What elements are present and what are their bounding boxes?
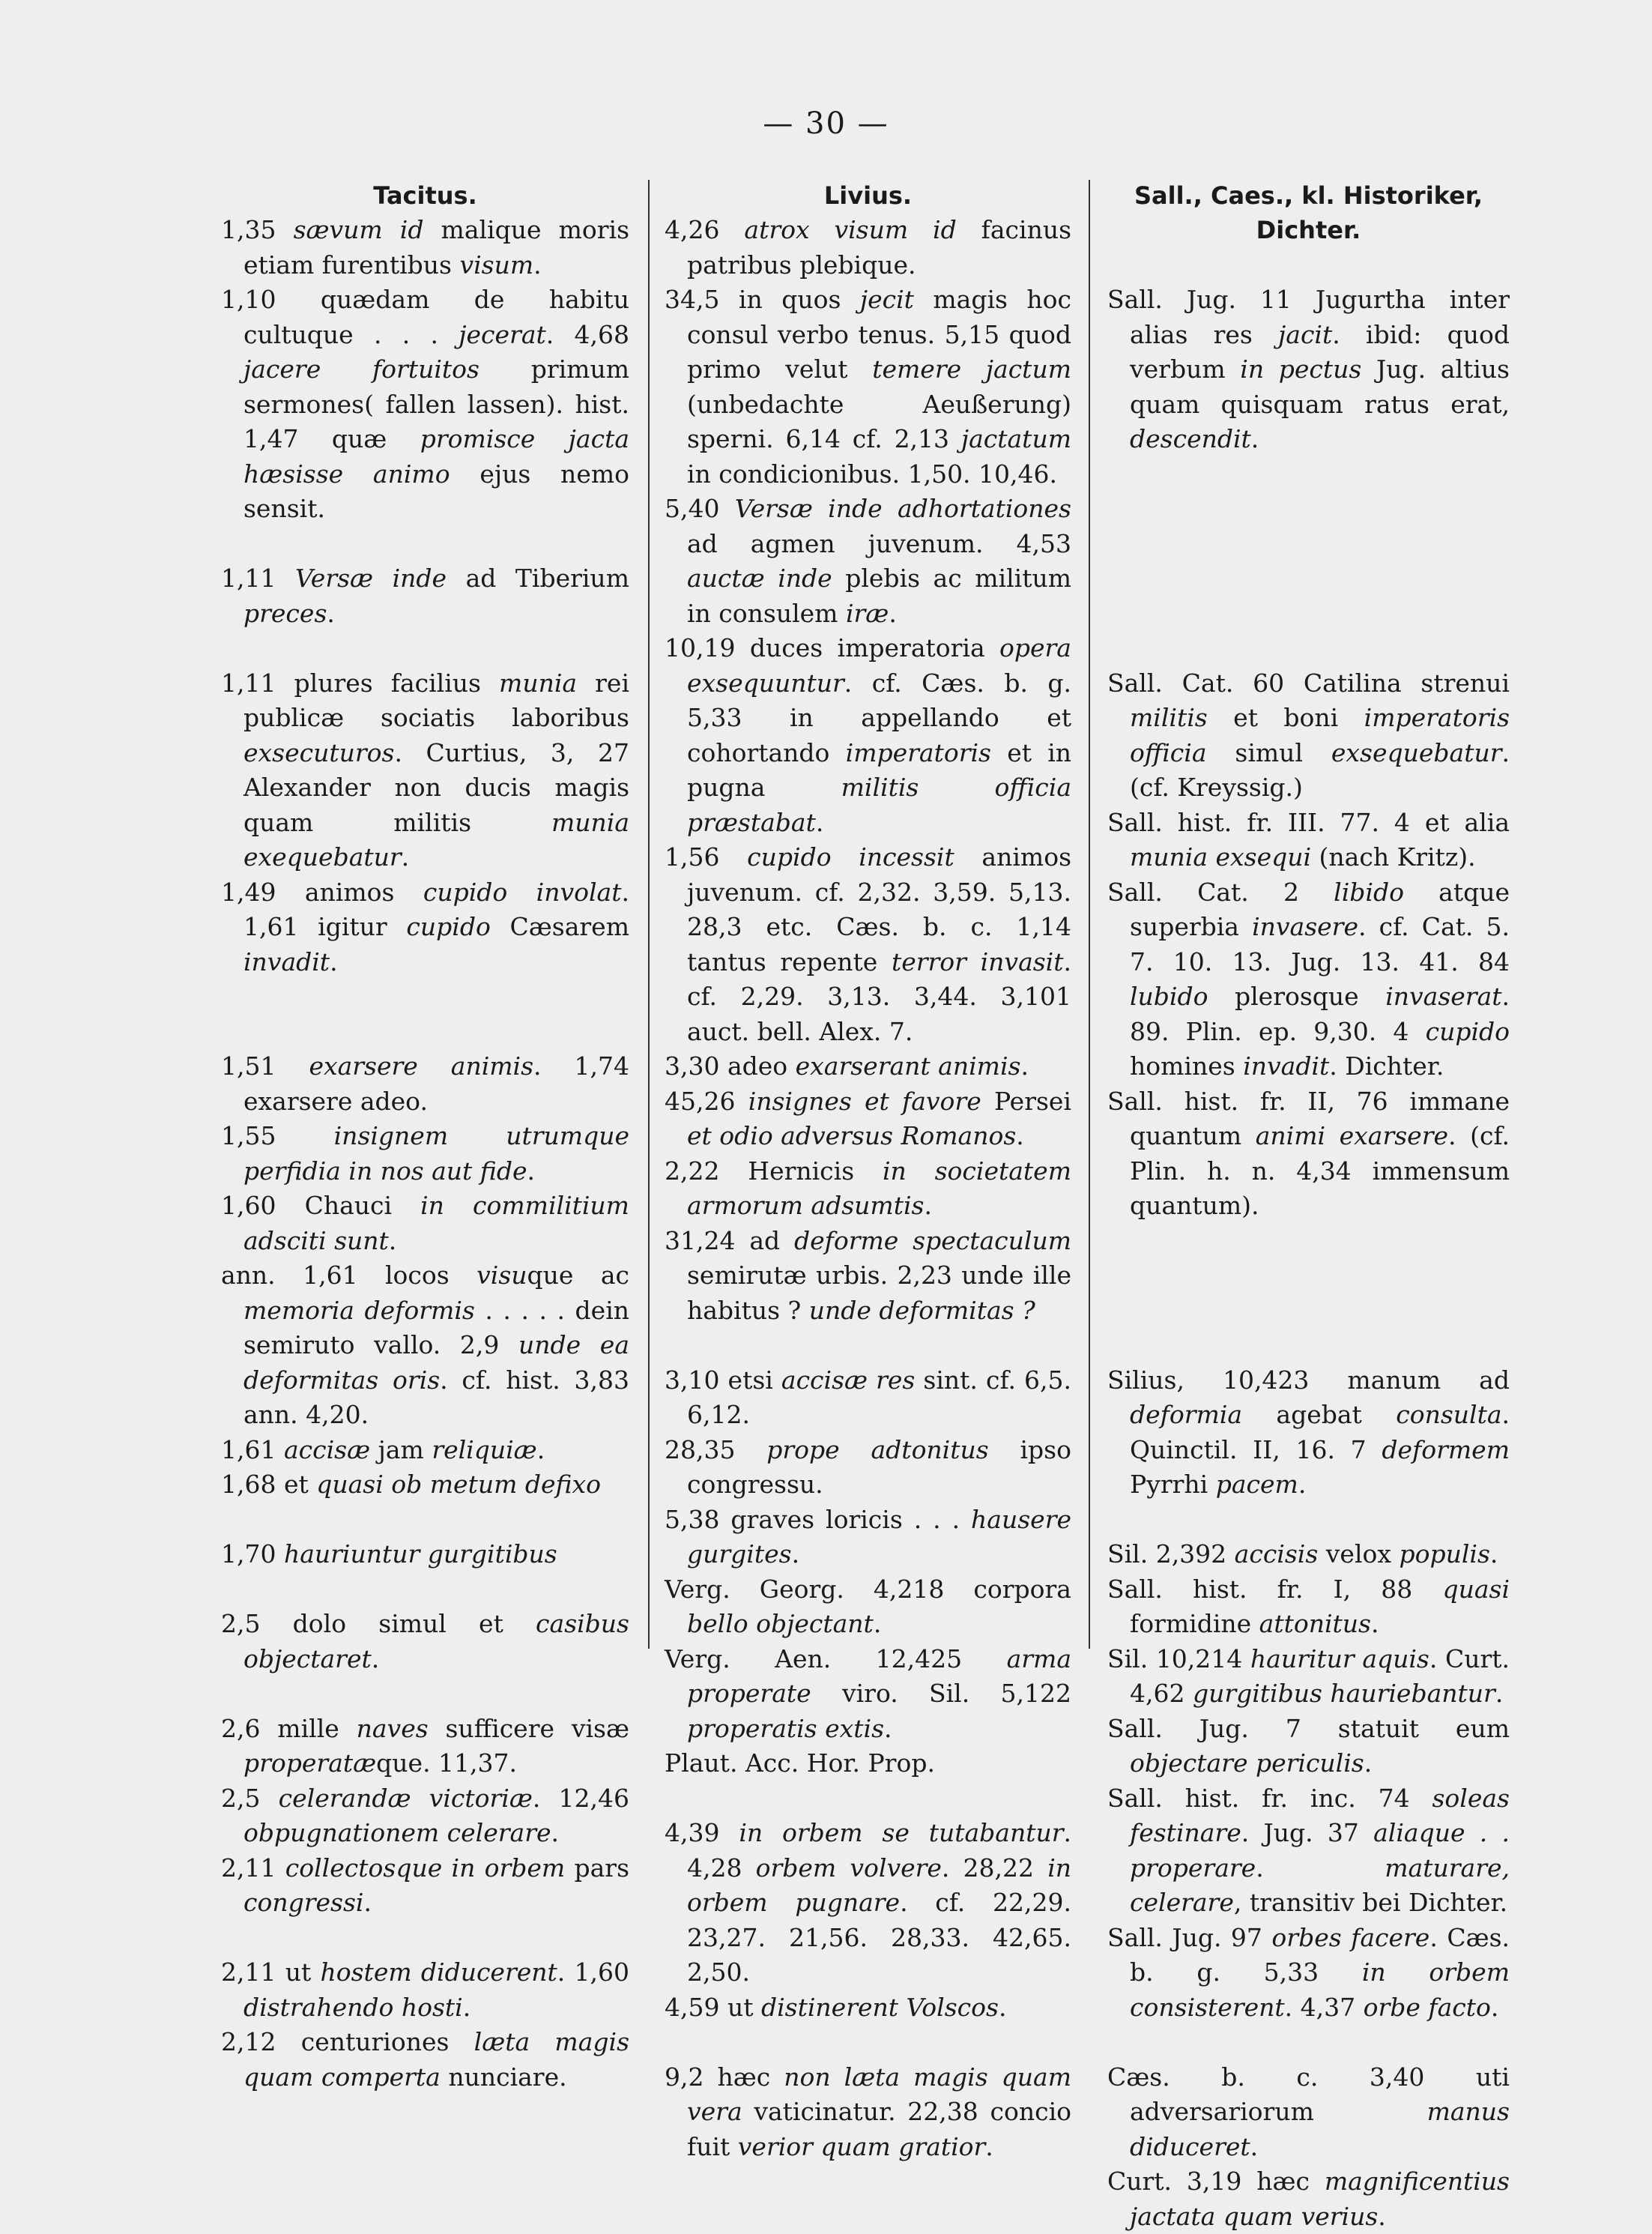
column-tacitus xyxy=(221,178,638,2095)
citation-entry: 1,60 Chauci in commilitium adsciti sunt. xyxy=(221,1191,638,1255)
entry-list xyxy=(665,213,1080,2164)
citation-entry: 5,38 graves loricis . . . hausere gurgites. xyxy=(665,1504,1080,1569)
column-divider xyxy=(648,180,650,1649)
column-livius xyxy=(665,178,1080,2164)
citation-entry: Sall. Jug. 7 statuit eum objectare periculis. xyxy=(1107,1713,1518,1778)
entry-gap xyxy=(1107,1224,1510,1363)
citation-entry: 1,10 quædam de habitu cultuque . . . jecerat. 4,68 jacere fortuitos primum sermones( fallen lassen). hist. 1,47 quæ promisce jacta hæsisse animo ejus nemo sensit. xyxy=(221,285,638,523)
entry-gap xyxy=(1107,457,1510,666)
citation-entry: Sall. hist. fr. III. 77. 4 et alia munia exsequi (nach Kritz). xyxy=(1107,807,1518,872)
column-heading: Livius. xyxy=(823,181,913,210)
citation-entry: 1,68 et quasi ob metum defixo xyxy=(221,1470,602,1499)
citation-entry: 1,49 animos cupido involat. 1,61 igitur cupido Cæsarem invadit. xyxy=(221,877,638,976)
citation-entry: 9,2 hæc non læta magis quam vera vaticinatur. 22,38 concio fuit verior quam gratior. xyxy=(665,2062,1080,2161)
entry-list xyxy=(1107,213,1518,2234)
citation-entry: 1,56 cupido incessit animos juvenum. cf. 2,32. 3,59. 5,13. 28,3 etc. Cæs. b. c. 1,14 tantus repente terror invasit. cf. 2,29. 3,13. 3,44. 3,101 auct. bell. Alex. 7. xyxy=(665,842,1080,1046)
citation-entry: Sall. Jug. 11 Jugurtha inter alias res jacit. ibid: quod verbum in pectus Jug. altius quam quisquam ratus erat, descendit. xyxy=(1107,285,1518,453)
citation-entry: 2,11 collectosque in orbem pars congressi. xyxy=(221,1853,638,1917)
citation-entry: 2,11 ut hostem diducerent. 1,60 distrahendo hosti. xyxy=(221,1957,638,2022)
entry-gap xyxy=(221,631,629,666)
citation-entry: 2,5 celerandæ victoriæ. 12,46 obpugnationem celerare. xyxy=(221,1783,638,1847)
column-heading: Sall., Caes., kl. Historiker, Dichter. xyxy=(1134,181,1483,244)
citation-entry: 34,5 in quos jecit magis hoc consul verbo tenus. 5,15 quod primo velut temere jactum (unbedachte Aeußerung) sperni. 6,14 cf. 2,13 jactatum in condicionibus. 1,50. 10,46. xyxy=(665,285,1080,489)
entry-gap xyxy=(221,527,629,562)
column-heading: Tacitus. xyxy=(373,181,477,210)
citation-entry: Verg. Georg. 4,218 corpora bello objectant. xyxy=(665,1574,1080,1638)
entry-gap xyxy=(221,979,629,1049)
entry-gap xyxy=(221,1676,629,1712)
citation-entry: 10,19 duces imperatoria opera exsequuntur. cf. Cæs. b. g. 5,33 in appellando et cohortando imperatoris et in pugna militis officia præstabat. xyxy=(665,633,1080,837)
citation-entry: 3,30 adeo exarserant animis. xyxy=(665,1051,1029,1081)
citation-entry: ann. 1,61 locos visuque ac memoria deformis . . . . . dein semiruto vallo. 2,9 unde ea deformitas oris. cf. hist. 3,83 ann. 4,20. xyxy=(221,1261,638,1429)
citation-entry: Silius, 10,423 manum ad deformia agebat consulta. Quinctil. II, 16. 7 deformem Pyrrhi pacem. xyxy=(1107,1365,1518,1499)
citation-entry: Sall. hist. fr. inc. 74 soleas festinare. Jug. 37 aliaque . . properare. maturare, celerare, transitiv bei Dichter. xyxy=(1107,1783,1518,1917)
entry-gap xyxy=(665,2025,1071,2060)
citation-entry: 2,6 mille naves sufficere visæ properatæque. 11,37. xyxy=(221,1713,638,1778)
citation-entry: 1,51 exarsere animis. 1,74 exarsere adeo. xyxy=(221,1051,638,1116)
citation-entry: Cæs. b. c. 3,40 uti adversariorum manus diduceret. xyxy=(1107,2062,1518,2161)
column-divider xyxy=(1089,180,1090,1649)
citation-entry: 2,5 dolo simul et casibus objectaret. xyxy=(221,1609,638,1673)
citation-entry: Sil. 2,392 accisis velox populis. xyxy=(1107,1539,1498,1569)
citation-entry: Plaut. Acc. Hor. Prop. xyxy=(665,1748,935,1778)
citation-entry: 1,70 hauriuntur gurgitibus xyxy=(221,1539,557,1569)
citation-entry: Curt. 3,19 hæc magnificentius jactata quam verius. xyxy=(1107,2167,1518,2231)
entry-gap xyxy=(221,1921,629,1956)
citation-entry: Sall. Cat. 60 Catilina strenui militis et boni imperatoris officia simul exsequebatur. (cf. Kreyssig.) xyxy=(1107,668,1518,802)
entry-gap xyxy=(665,1781,1071,1817)
citation-entry: Sall. Cat. 2 libido atque superbia invasere. cf. Cat. 5. 7. 10. 13. Jug. 13. 41. 84 lubido plerosque invaserat. 89. Plin. ep. 9,30. 4 cupido homines invadit. Dichter. xyxy=(1107,877,1518,1081)
citation-entry: 3,10 etsi accisæ res sint. cf. 6,5. 6,12. xyxy=(665,1365,1080,1429)
citation-entry: Sall. hist. fr. II, 76 immane quantum animi exarsere. (cf. Plin. h. n. 4,34 immensum quantum). xyxy=(1107,1086,1518,1220)
citation-entry: 4,26 atrox visum id facinus patribus plebique. xyxy=(665,215,1080,280)
citation-entry: 5,40 Versæ inde adhortationes ad agmen juvenum. 4,53 auctæ inde plebis ac militum in consulem iræ. xyxy=(665,494,1080,628)
citation-entry: 1,61 accisæ jam reliquiæ. xyxy=(221,1434,545,1464)
citation-entry: 1,11 plures facilius munia rei publicæ sociatis laboribus exsecuturos. Curtius, 3, 27 Alexander non ducis magis quam militis munia exequebatur. xyxy=(221,668,638,872)
entry-gap xyxy=(221,1572,629,1607)
page-number: — 30 — xyxy=(763,106,889,141)
citation-entry: 1,11 Versæ inde ad Tiberium preces. xyxy=(221,564,638,628)
citation-entry: Sil. 10,214 hauritur aquis. Curt. 4,62 gurgitibus hauriebantur. xyxy=(1107,1643,1518,1708)
citation-entry: 31,24 ad deforme spectaculum semirutæ urbis. 2,23 unde ille habitus ? unde deformitas ? xyxy=(665,1225,1080,1325)
citation-entry: Sall. Jug. 97 orbes facere. Cæs. b. g. 5,33 in orbem consisterent. 4,37 orbe facto. xyxy=(1107,1922,1518,2022)
citation-entry: 1,35 sævum id malique moris etiam furentibus visum. xyxy=(221,215,638,280)
citation-entry: 1,55 insignem utrumque perfidia in nos aut fide. xyxy=(221,1121,638,1186)
citation-entry: 4,59 ut distinerent Volscos. xyxy=(665,1992,1007,2022)
entry-gap xyxy=(221,1503,629,1538)
column-sallust-caesar-historians-poets xyxy=(1107,178,1518,2234)
entry-gap xyxy=(1107,1503,1510,1538)
citation-entry: 28,35 prope adtonitus ipso congressu. xyxy=(665,1434,1080,1499)
citation-entry: 2,22 Hernicis in societatem armorum adsumtis. xyxy=(665,1156,1080,1220)
entry-gap xyxy=(1107,2025,1510,2060)
citation-entry: Verg. Aen. 12,425 arma properate viro. Sil. 5,122 properatis extis. xyxy=(665,1643,1080,1743)
citation-entry: Sall. hist. fr. I, 88 quasi formidine attonitus. xyxy=(1107,1574,1518,1638)
citation-entry: 4,39 in orbem se tutabantur. 4,28 orbem volvere. 28,22 in orbem pugnare. cf. 22,29. 23,27. 21,56. 28,33. 42,65. 2,50. xyxy=(665,1818,1080,1987)
entry-gap xyxy=(665,1328,1071,1363)
citation-entry: 45,26 insignes et favore Persei et odio adversus Romanos. xyxy=(665,1086,1080,1150)
entry-list xyxy=(221,213,638,2095)
citation-entry: 2,12 centuriones læta magis quam comperta nunciare. xyxy=(221,2027,638,2092)
